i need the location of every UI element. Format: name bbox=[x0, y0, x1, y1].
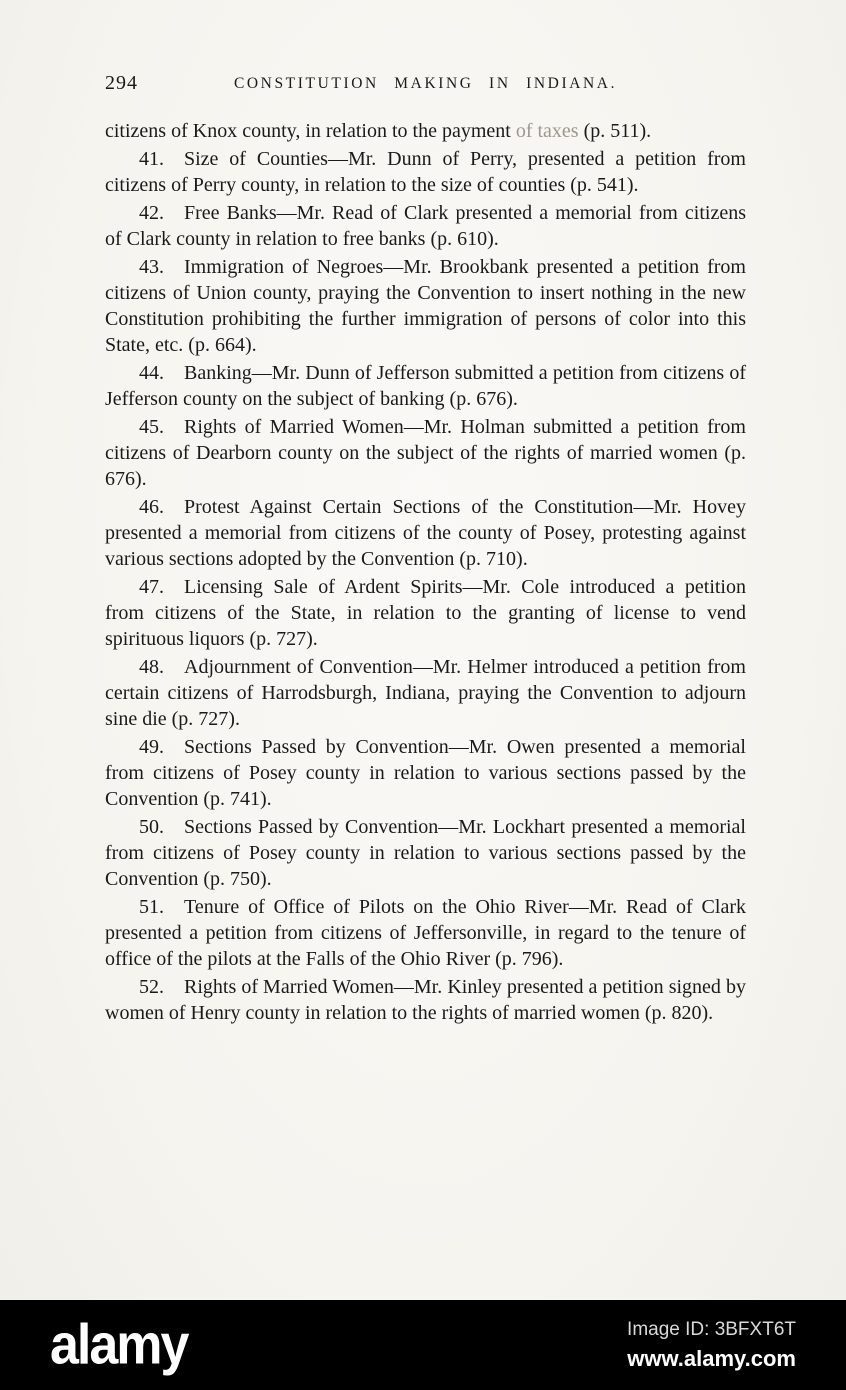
paragraph: 43. Immigration of Negroes—Mr. Brookbank presented a petition from citizens of Union county, praying the Convention to insert nothing in the new Constitution prohibiting the further immigration of persons of color into this State, etc. (p. 664). bbox=[105, 256, 746, 356]
page-body bbox=[105, 118, 746, 1028]
paragraph: 45. Rights of Married Women—Mr. Holman submitted a petition from citizens of Dearborn county on the subject of the rights of married women (p. 676). bbox=[105, 416, 746, 490]
paragraph: 52. Rights of Married Women—Mr. Kinley presented a petition signed by women of Henry county in relation to the rights of married women (p. 820). bbox=[105, 976, 746, 1024]
image-id-text: Image ID: 3BFXT6T bbox=[627, 1318, 796, 1340]
alamy-url-text: www.alamy.com bbox=[627, 1345, 796, 1371]
alamy-logo: alamy bbox=[50, 1313, 188, 1377]
running-head bbox=[105, 70, 746, 96]
credit-info bbox=[627, 1319, 796, 1372]
paragraph: 49. Sections Passed by Convention—Mr. Owen presented a memorial from citizens of Posey county in relation to various sections passed by the Convention (p. 741). bbox=[105, 736, 746, 810]
paragraph: 51. Tenure of Office of Pilots on the Ohio River—Mr. Read of Clark presented a petition from citizens of Jeffersonville, in regard to the tenure of office of the pilots at the Falls of the Ohio River (p. 796). bbox=[105, 896, 746, 970]
alamy-credit-bar bbox=[0, 1300, 846, 1390]
page-number: 294 bbox=[105, 72, 138, 94]
paragraph: 42. Free Banks—Mr. Read of Clark presented a memorial from citizens of Clark county in relation to free banks (p. 610). bbox=[105, 202, 746, 250]
paragraph: 44. Banking—Mr. Dunn of Jefferson submitted a petition from citizens of Jefferson county on the subject of banking (p. 676). bbox=[105, 362, 746, 410]
paragraph: citizens of Knox county, in relation to the payment of taxes (p. 511). bbox=[105, 120, 652, 142]
paragraph: 50. Sections Passed by Convention—Mr. Lockhart presented a memorial from citizens of Posey county in relation to various sections passed by the Convention (p. 750). bbox=[105, 816, 746, 890]
paragraph: 48. Adjournment of Convention—Mr. Helmer introduced a petition from certain citizens of Harrodsburgh, Indiana, praying the Convention to adjourn sine die (p. 727). bbox=[105, 656, 746, 730]
paragraph: 41. Size of Counties—Mr. Dunn of Perry, presented a petition from citizens of Perry county, in relation to the size of counties (p. 541). bbox=[105, 148, 746, 196]
paragraph: 46. Protest Against Certain Sections of the Constitution—Mr. Hovey presented a memorial from citizens of the county of Posey, protesting against various sections adopted by the Convention (p. 710). bbox=[105, 496, 746, 570]
running-title: CONSTITUTION MAKING IN INDIANA. bbox=[233, 75, 618, 92]
faded-print-text: of taxes bbox=[515, 120, 579, 142]
paragraph: 47. Licensing Sale of Ardent Spirits—Mr. Cole introduced a petition from citizens of the State, in relation to the granting of license to vend spirituous liquors (p. 727). bbox=[105, 576, 746, 650]
